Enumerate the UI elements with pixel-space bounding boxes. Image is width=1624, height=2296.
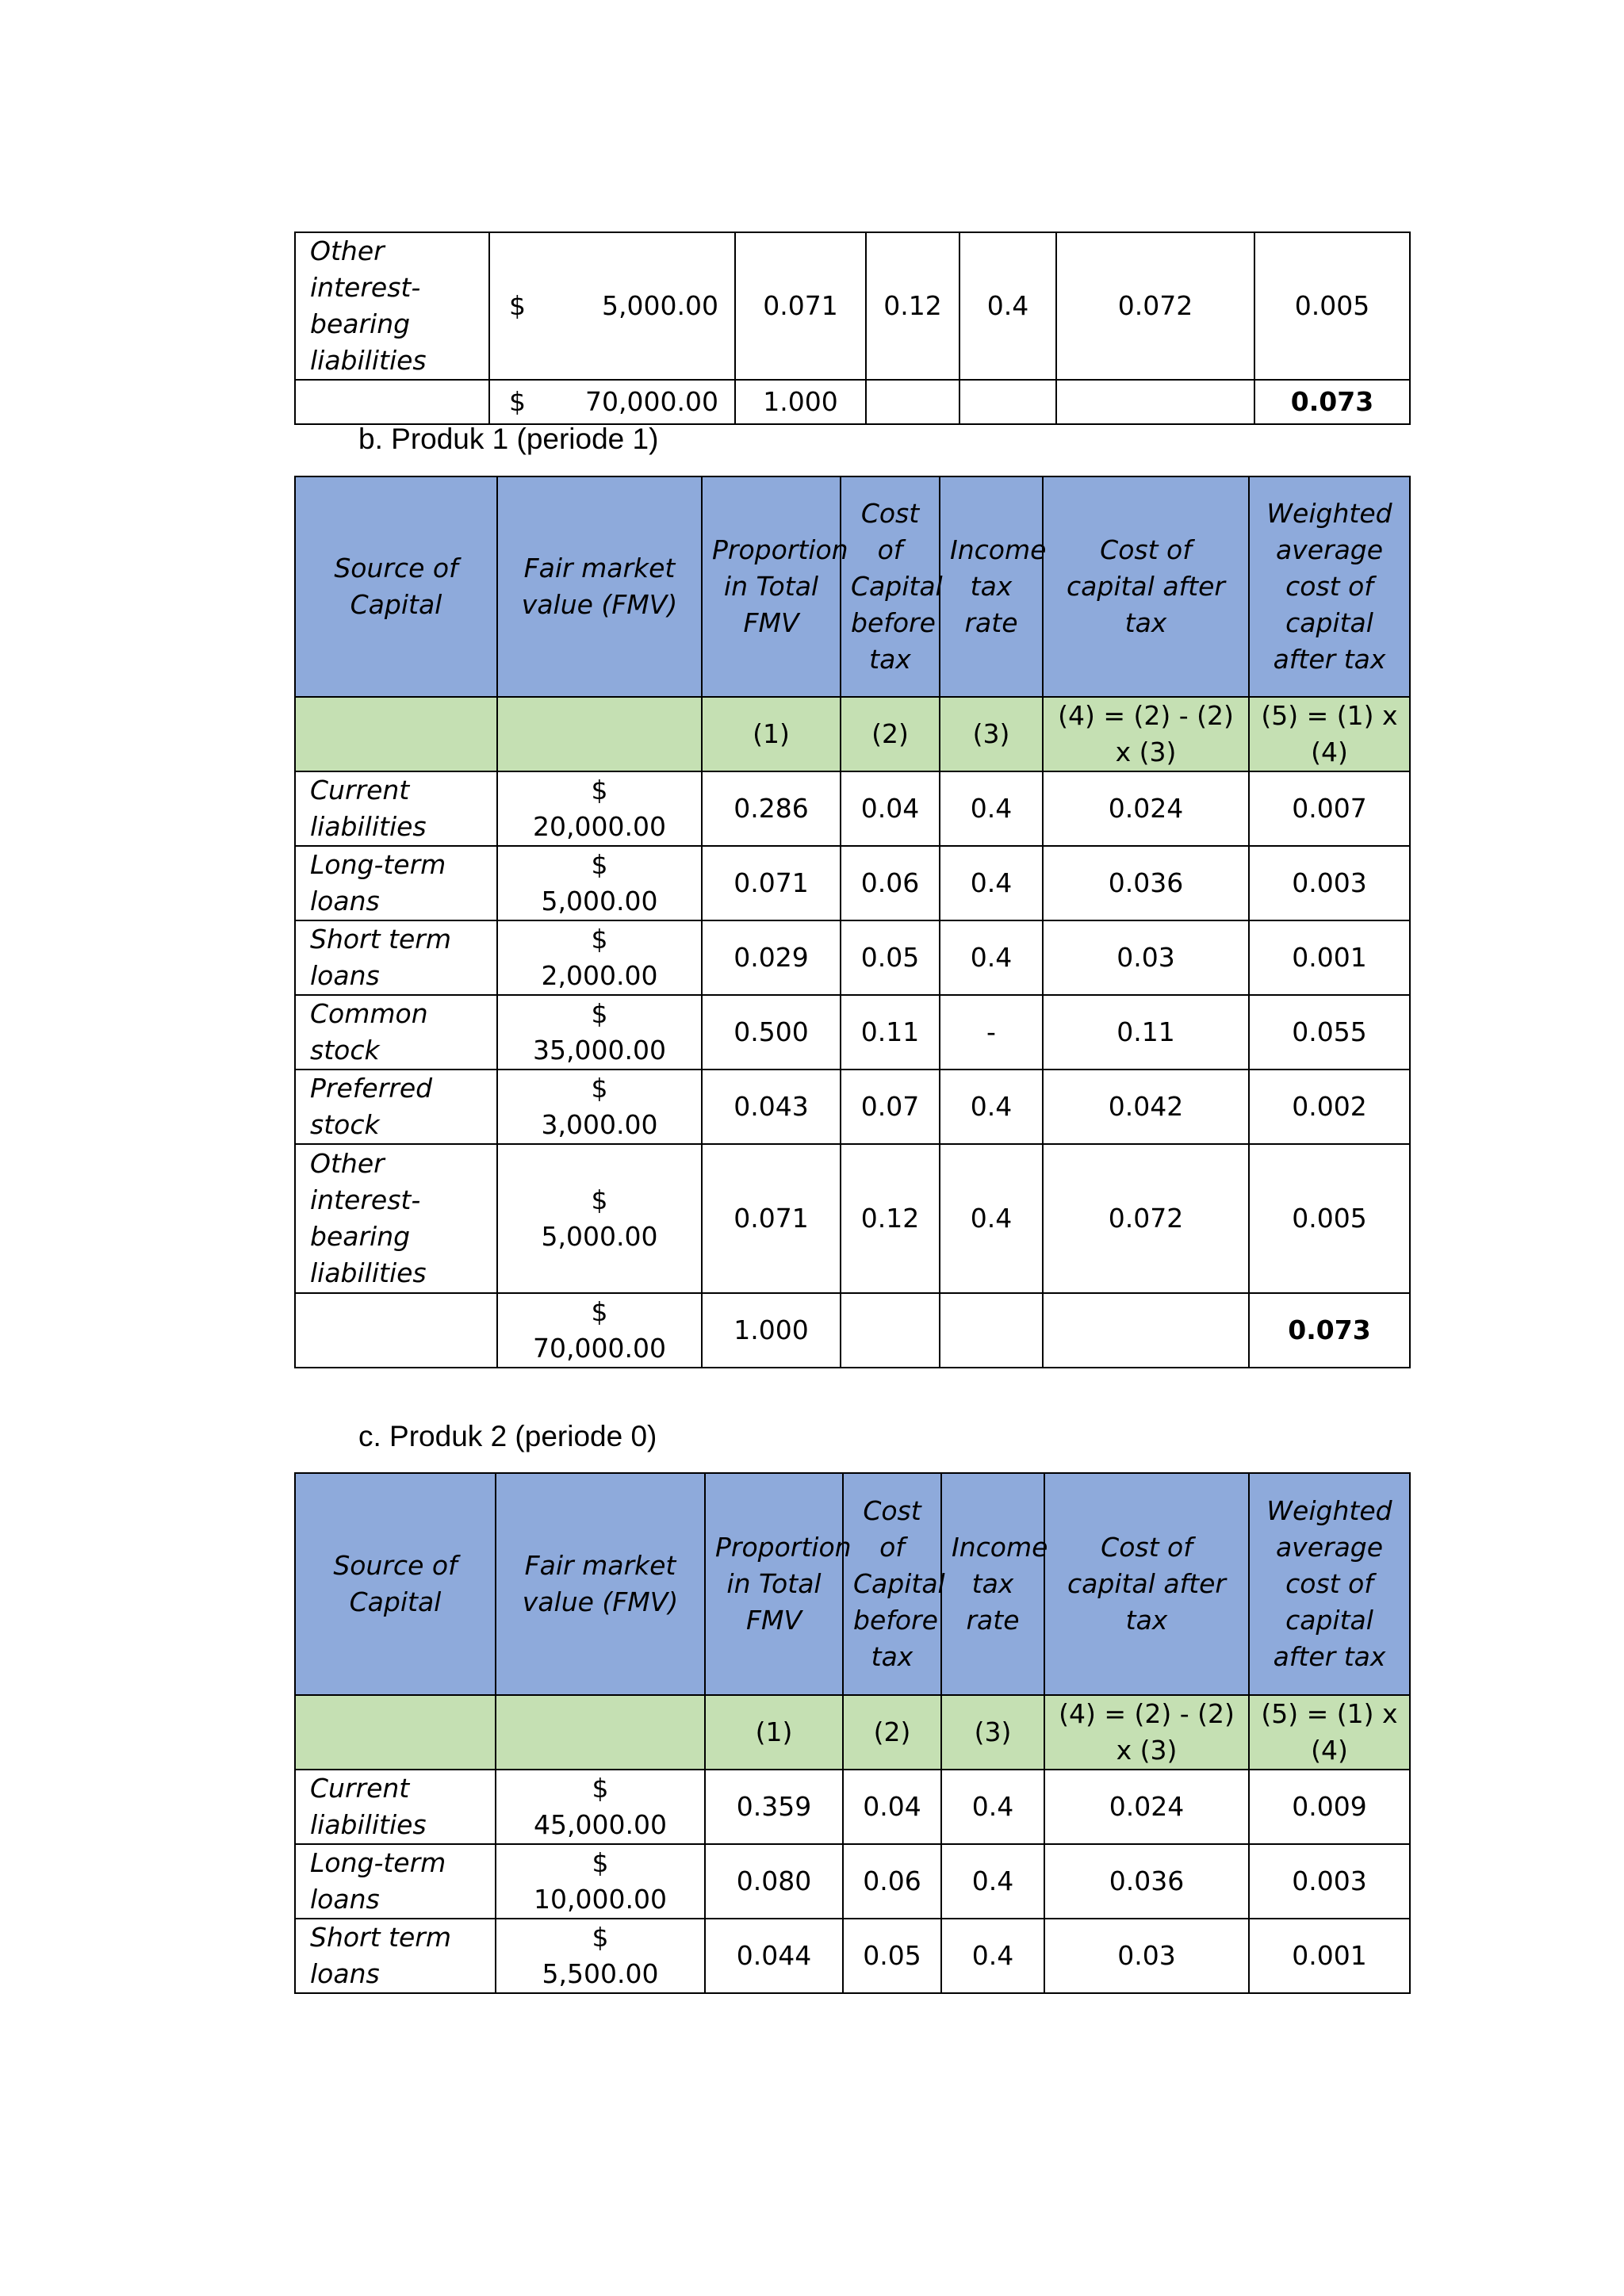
header-tax-rate: Income tax rate [940,476,1043,697]
wacc-cell: 0.005 [1254,232,1410,380]
formula-blank [295,697,497,771]
fmv-amount: 5,000.00 [541,1221,658,1252]
currency-symbol: $ [509,290,526,321]
source-cell: Long-term loans [295,1844,496,1919]
wacc-total-cell: 0.073 [1254,380,1410,424]
source-cell: Preferred stock [295,1070,497,1144]
proportion-cell: 0.286 [702,771,841,846]
fmv-amount: 5,500.00 [542,1958,659,1989]
tax-rate-cell: 0.4 [941,1919,1044,1993]
cost-after-tax-cell: 0.11 [1043,995,1249,1070]
currency-symbol: $ [591,998,608,1029]
proportion-cell: 0.044 [705,1919,843,1993]
wacc-cell: 0.002 [1249,1070,1410,1144]
table-row [295,1070,1410,1144]
cost-before-tax-cell: 0.11 [841,995,940,1070]
tax-rate-cell: 0.4 [940,1070,1043,1144]
source-cell: Long-term loans [295,846,497,920]
header-row [295,1473,1410,1695]
section-heading: b. Produk 1 (periode 1) [358,423,659,455]
currency-symbol: $ [509,386,526,417]
tax-rate-cell: 0.4 [940,846,1043,920]
source-cell: Short term loans [295,1919,496,1993]
formula-cell: (1) [705,1695,843,1770]
proportion-cell: 0.500 [702,995,841,1070]
proportion-cell: 0.359 [705,1770,843,1844]
tax-rate-cell: 0.4 [941,1844,1044,1919]
cost-after-tax-cell: 0.024 [1044,1770,1249,1844]
cost-after-tax-cell: 0.042 [1043,1070,1249,1144]
fmv-amount: 35,000.00 [533,1035,666,1066]
wacc-cell: 0.001 [1249,920,1410,995]
total-row [295,380,1410,424]
source-cell: Current liabilities [295,771,497,846]
total-row [295,1293,1410,1368]
fmv-cell [497,995,702,1070]
cost-before-tax-cell [841,1293,940,1368]
wacc-cell: 0.003 [1249,846,1410,920]
formula-blank [295,1695,496,1770]
currency-symbol: $ [592,1847,609,1878]
fmv-amount: 5,000.00 [541,886,658,916]
cost-after-tax-cell: 0.036 [1043,846,1249,920]
table-row [295,995,1410,1070]
fmv-amount: 70,000.00 [585,386,718,417]
tax-rate-cell [940,1293,1043,1368]
wacc-cell: 0.055 [1249,995,1410,1070]
wacc-cell: 0.007 [1249,771,1410,846]
fmv-cell [489,232,735,380]
fmv-amount: 3,000.00 [541,1109,658,1140]
fmv-cell [497,1293,702,1368]
wacc-table-produk-2 [294,1472,1411,1994]
fmv-cell [496,1919,705,1993]
proportion-cell: 0.080 [705,1844,843,1919]
cost-after-tax-cell [1043,1293,1249,1368]
cost-before-tax-cell: 0.05 [841,920,940,995]
formula-blank [496,1695,705,1770]
cost-before-tax-cell [866,380,959,424]
tax-rate-cell: 0.4 [941,1770,1044,1844]
tax-rate-cell: - [940,995,1043,1070]
formula-cell: (5) = (1) x (4) [1249,1695,1410,1770]
currency-symbol: $ [592,1773,609,1804]
currency-symbol: $ [591,924,608,955]
proportion-cell: 0.071 [702,846,841,920]
cost-before-tax-cell: 0.04 [843,1770,941,1844]
tax-rate-cell: 0.4 [940,920,1043,995]
wacc-cell: 0.005 [1249,1144,1410,1293]
header-tax-rate: Income tax rate [941,1473,1044,1695]
currency-symbol: $ [591,1073,608,1104]
table-row [295,1919,1410,1993]
table-row [295,232,1410,380]
fmv-cell [497,771,702,846]
fmv-cell [497,846,702,920]
fmv-cell [496,1844,705,1919]
cost-after-tax-cell: 0.072 [1043,1144,1249,1293]
fmv-cell [497,1070,702,1144]
source-cell [295,1293,497,1368]
cost-before-tax-cell: 0.04 [841,771,940,846]
header-source: Source of Capital [295,476,497,697]
fmv-cell [497,1144,702,1293]
proportion-cell: 1.000 [735,380,866,424]
fmv-amount: 10,000.00 [534,1884,667,1915]
cost-after-tax-cell: 0.072 [1056,232,1254,380]
currency-symbol: $ [591,849,608,880]
cost-before-tax-cell: 0.07 [841,1070,940,1144]
formula-cell: (3) [941,1695,1044,1770]
cost-before-tax-cell: 0.12 [866,232,959,380]
formula-row [295,697,1410,771]
wacc-cell: 0.009 [1249,1770,1410,1844]
source-cell: Current liabilities [295,1770,496,1844]
header-cost-before-tax: Cost of Capital before tax [841,476,940,697]
header-fmv: Fair market value (FMV) [497,476,702,697]
cost-after-tax-cell: 0.036 [1044,1844,1249,1919]
table-row [295,1144,1410,1293]
header-proportion: Proportion in Total FMV [705,1473,843,1695]
cost-after-tax-cell [1056,380,1254,424]
cost-after-tax-cell: 0.03 [1044,1919,1249,1993]
tax-rate-cell [959,380,1056,424]
cost-before-tax-cell: 0.06 [841,846,940,920]
source-cell [295,380,489,424]
table-row [295,771,1410,846]
fmv-amount: 45,000.00 [534,1809,667,1840]
tax-rate-cell: 0.4 [940,771,1043,846]
fmv-amount: 20,000.00 [533,811,666,842]
formula-cell: (3) [940,697,1043,771]
source-cell: Other interest-bearing liabilities [295,232,489,380]
formula-cell: (4) = (2) - (2) x (3) [1043,697,1249,771]
proportion-cell: 0.029 [702,920,841,995]
fmv-amount: 2,000.00 [541,960,658,991]
proportion-cell: 0.071 [702,1144,841,1293]
currency-symbol: $ [591,775,608,806]
wacc-table-continued [294,232,1411,425]
table-row [295,1770,1410,1844]
proportion-cell: 1.000 [702,1293,841,1368]
formula-blank [497,697,702,771]
header-row [295,476,1410,697]
table-row [295,920,1410,995]
fmv-cell [496,1770,705,1844]
wacc-table-produk-1 [294,476,1411,1368]
formula-cell: (5) = (1) x (4) [1249,697,1410,771]
header-source: Source of Capital [295,1473,496,1695]
tax-rate-cell: 0.4 [959,232,1056,380]
formula-row [295,1695,1410,1770]
source-cell: Short term loans [295,920,497,995]
cost-before-tax-cell: 0.05 [843,1919,941,1993]
source-cell: Other interest-bearing liabilities [295,1144,497,1293]
table-row [295,846,1410,920]
formula-cell: (2) [841,697,940,771]
proportion-cell: 0.071 [735,232,866,380]
table-row [295,1844,1410,1919]
header-proportion: Proportion in Total FMV [702,476,841,697]
proportion-cell: 0.043 [702,1070,841,1144]
cost-before-tax-cell: 0.06 [843,1844,941,1919]
section-heading: c. Produk 2 (periode 0) [358,1420,657,1452]
fmv-amount: 5,000.00 [602,290,718,321]
wacc-cell: 0.001 [1249,1919,1410,1993]
formula-cell: (2) [843,1695,941,1770]
header-fmv: Fair market value (FMV) [496,1473,705,1695]
wacc-total-cell: 0.073 [1249,1293,1410,1368]
header-cost-after-tax: Cost of capital after tax [1043,476,1249,697]
currency-symbol: $ [591,1296,608,1327]
header-cost-after-tax: Cost of capital after tax [1044,1473,1249,1695]
fmv-cell [497,920,702,995]
header-cost-before-tax: Cost of Capital before tax [843,1473,941,1695]
currency-symbol: $ [591,1184,608,1215]
cost-after-tax-cell: 0.03 [1043,920,1249,995]
cost-before-tax-cell: 0.12 [841,1144,940,1293]
cost-after-tax-cell: 0.024 [1043,771,1249,846]
formula-cell: (1) [702,697,841,771]
fmv-amount: 70,000.00 [533,1333,666,1364]
currency-symbol: $ [592,1922,609,1953]
header-wacc: Weighted average cost of capital after tax [1249,1473,1410,1695]
wacc-cell: 0.003 [1249,1844,1410,1919]
fmv-cell [489,380,735,424]
header-wacc: Weighted average cost of capital after tax [1249,476,1410,697]
tax-rate-cell: 0.4 [940,1144,1043,1293]
formula-cell: (4) = (2) - (2) x (3) [1044,1695,1249,1770]
source-cell: Common stock [295,995,497,1070]
